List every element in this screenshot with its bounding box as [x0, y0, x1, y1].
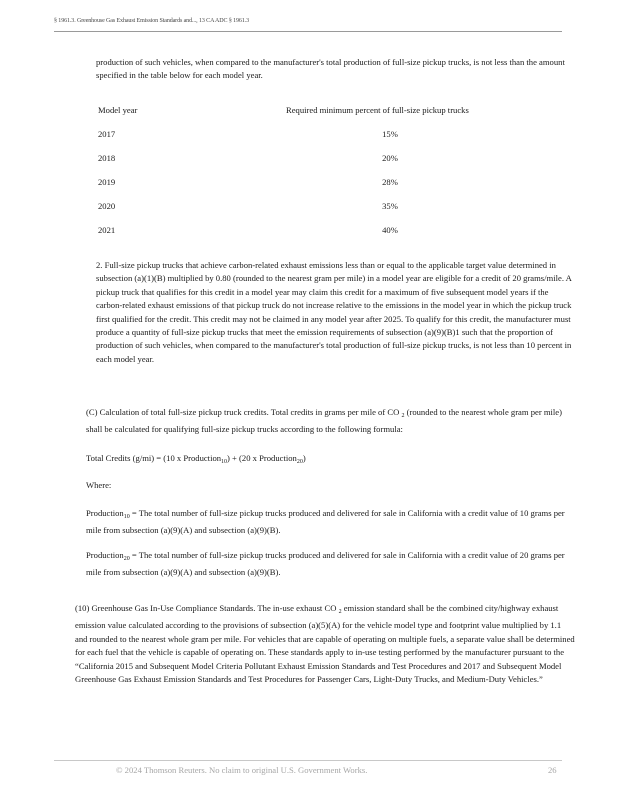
subscript: 2 [338, 609, 342, 615]
text-part: Total Credits (g/mi) = (10 x Production [86, 453, 222, 463]
text-part: (rounded to the nearest whole gram per mile) shall be calculated for qualifying full-size pickup trucks according to the following formula: [86, 407, 562, 435]
paragraph-production-percent: production of such vehicles, when compared to the manufacturer's total production of full-size pickup trucks, is not less than the amount specified in the table below for each model year. [96, 57, 565, 81]
subscript: 10 [221, 459, 228, 465]
definition-production-10 [86, 507, 574, 538]
table-row-year: 2017 [98, 129, 116, 139]
table-header-model-year: Model year [98, 105, 138, 115]
footer-copyright: © 2024 Thomson Reuters. No claim to original U.S. Government Works. [116, 765, 368, 775]
table-row-year: 2021 [98, 225, 116, 235]
header-divider [54, 31, 562, 32]
paragraph-item-2-credit: 2. Full-size pickup trucks that achieve carbon-related exhaust emissions less than or equal to the applicable target value determined in subsection (a)(1)(B) multiplied by 0.80 (rounded to the nearest gram per mile) in a model year are eligible for a credit of 20 grams/mile. A pickup truck that qualifies for this credit in a model year may claim this credit for a maximum of five subsequent model years if the carbon-related exhaust emissions of that pickup truck do not increase relative to the emissions in the model year in which the pickup truck first qualified for the credit. This credit may not be claimed in any model year after 2025. To qualify for this credit, the manufacturer must produce a quantity of full-size pickup trucks that meet the emission requirements of subsection (a)(9)(B)1 such that the proportion of production of such vehicles, when compared to the manufacturer's total production of full-size pickup trucks, is not less than 10 percent in each model year. [96, 260, 572, 364]
definition-production-20 [86, 549, 574, 580]
footer-divider [54, 760, 562, 761]
table-row-percent: 20% [382, 153, 398, 163]
where-label: Where: [86, 480, 112, 490]
table-header-required-percent: Required minimum percent of full-size pickup trucks [286, 105, 469, 115]
credit-formula [86, 452, 556, 469]
term: Production [86, 508, 124, 518]
text-part: (10) Greenhouse Gas In-Use Compliance Standards. The in-use exhaust CO [75, 603, 337, 613]
subscript: 20 [123, 556, 130, 562]
subscript: 2 [401, 413, 405, 419]
text-part: ) [302, 453, 306, 463]
subscript: 10 [123, 514, 130, 520]
term: Production [86, 550, 124, 560]
paragraph-in-use-compliance [75, 602, 575, 686]
text-part: emission standard shall be the combined city/highway exhaust emission value calculated according to the provisions of subsection (a)(5)(A) for the vehicle model type and footprint value multiplied by 1.1 and rounded to the nearest whole gram per mile. For vehicles that are capable of operating on multiple fuels, a separate value shall be determined for each fuel that the vehicle is capable of operating on. These standards apply to in-use testing performed by the manufacturer pursuant to the “California 2015 and Subsequent Model Criteria Pollutant Exhaust Emission Standards and Test Procedures and 2017 and Subsequent Model Greenhouse Gas Exhaust Emission Standards and Test Procedures for Passenger Cars, Light-Duty Trucks, and Medium-Duty Vehicles.” [75, 603, 575, 685]
page-number: 26 [548, 765, 557, 775]
text-part: ) + (20 x Production [227, 453, 297, 463]
definition-text: = The total number of full-size pickup trucks produced and delivered for sale in California with a credit value of 20 grams per mile from subsection (a)(9)(A) and subsection (a)(9)(B). [86, 550, 565, 578]
text-part: (C) Calculation of total full-size pickup truck credits. Total credits in grams per mile of CO [86, 407, 400, 417]
table-row-year: 2020 [98, 201, 116, 211]
table-row-year: 2018 [98, 153, 116, 163]
table-row-percent: 15% [382, 129, 398, 139]
table-row-percent: 28% [382, 177, 398, 187]
table-row-percent: 35% [382, 201, 398, 211]
subscript: 20 [296, 459, 303, 465]
definition-text: = The total number of full-size pickup trucks produced and delivered for sale in California with a credit value of 10 grams per mile from subsection (a)(9)(A) and subsection (a)(9)(B). [86, 508, 565, 536]
running-header: § 1961.3. Greenhouse Gas Exhaust Emission Standards and..., 13 CA ADC § 1961.3 [54, 18, 250, 24]
table-row-year: 2019 [98, 177, 116, 187]
paragraph-total-credits [86, 406, 574, 437]
table-row-percent: 40% [382, 225, 398, 235]
